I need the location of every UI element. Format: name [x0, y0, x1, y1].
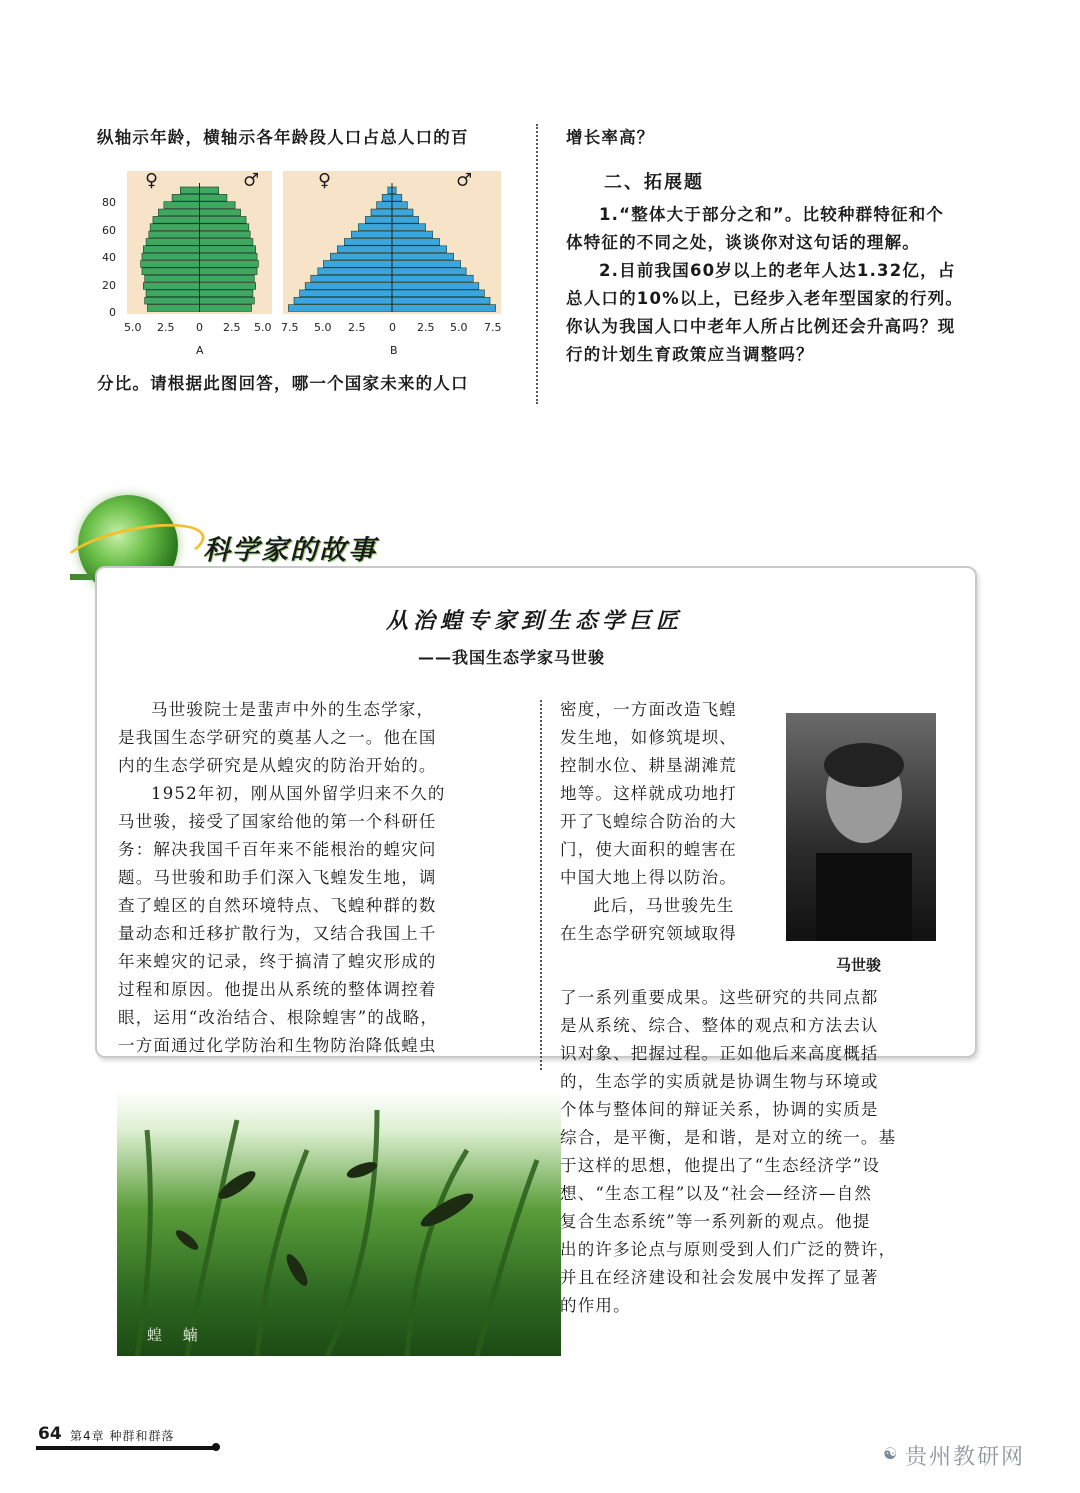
pyramid-bar: [200, 216, 247, 223]
footer-rule: [36, 1446, 216, 1450]
pyramid-bar: [145, 275, 200, 282]
pyramid-bar: [200, 187, 219, 194]
x-tick: 0: [389, 321, 396, 334]
story-line: 马世骏院士是蜚声中外的生态学家，: [151, 700, 435, 719]
story-line: 的作用。: [560, 1296, 631, 1315]
pyramid-bar: [200, 231, 251, 238]
pyramid-bar: [392, 238, 440, 245]
y-tick: 0: [109, 306, 116, 319]
column-divider: [540, 700, 542, 1070]
pyramid-bar: [392, 305, 496, 312]
pyramid-bar: [200, 268, 258, 275]
pyramid-bar: [142, 253, 200, 260]
pyramid-bar: [377, 202, 392, 209]
page-number: 64: [38, 1424, 62, 1444]
story-line: 1952年初，刚从国外留学归来不久的: [151, 784, 446, 803]
pyramid-bar: [141, 261, 200, 268]
question-text-line: 纵轴示年龄，横轴示各年龄段人口占总人口的百: [97, 128, 469, 147]
grass-illustration: [117, 1090, 561, 1356]
pyramid-bar: [392, 202, 407, 209]
pyramid-bar: [330, 253, 392, 260]
portrait-illustration: [786, 713, 936, 941]
x-tick: 5.0: [314, 321, 332, 334]
pyramid-bar: [147, 305, 199, 312]
question-text-line: 分比。请根据此图回答，哪一个国家未来的人口: [97, 374, 469, 393]
pyramid-bar: [200, 253, 258, 260]
x-tick: 7.5: [484, 321, 502, 334]
locust-nymph-photo: [117, 1090, 561, 1356]
pyramid-bar: [358, 224, 392, 231]
chapter-title: 第4章 种群和群落: [70, 1429, 175, 1443]
pyramid-bar: [200, 261, 259, 268]
female-icon: ♀: [318, 170, 332, 191]
x-tick: 5.0: [254, 321, 272, 334]
story-line: 开了飞蝗综合防治的大: [560, 812, 737, 831]
banner-title: 科学家的故事: [203, 535, 377, 566]
story-line: 量动态和迁移扩散行为，又结合我国上千: [118, 924, 437, 943]
x-tick: 5.0: [124, 321, 142, 334]
pyramid-bar: [392, 297, 490, 304]
x-tick: 2.5: [223, 321, 241, 334]
pyramid-bar: [392, 261, 461, 268]
story-line: 想、“生态工程”以及“社会—经济—自然: [560, 1184, 873, 1203]
pyramid-bar: [172, 194, 199, 201]
pyramid-bar: [145, 297, 200, 304]
pyramid-bar: [392, 231, 433, 238]
pyramid-bar: [392, 194, 402, 201]
x-tick: 7.5: [281, 321, 299, 334]
pyramid-a-label: A: [196, 344, 204, 357]
question-line: 1.“整体大于部分之和”。比较种群特征和个: [599, 205, 945, 224]
pyramid-bar: [344, 238, 392, 245]
pyramid-bar: [288, 305, 392, 312]
pyramid-b-bars: [283, 171, 501, 314]
story-line: 控制水位、耕垦湖滩荒: [560, 756, 737, 775]
pyramid-bar: [143, 283, 199, 290]
question-text-line: 增长率高？: [566, 128, 655, 147]
story-right-long-column: [560, 984, 960, 1320]
story-line: 此后，马世骏先生: [593, 896, 735, 915]
pyramid-bar: [158, 209, 199, 216]
pyramid-bar: [180, 187, 199, 194]
pyramid-b-panel: [283, 171, 501, 314]
pyramid-bar: [392, 290, 484, 297]
pyramid-bar: [200, 246, 256, 253]
pyramid-bar: [146, 238, 199, 245]
pyramid-bar: [392, 253, 454, 260]
question-line: 行的计划生育政策应当调整吗？: [566, 345, 814, 364]
story-line: 于这样的思想，他提出了“生态经济学”设: [560, 1156, 881, 1175]
question-line: 2.目前我国60岁以上的老年人达1.32亿，占: [599, 261, 956, 280]
pyramid-bar: [200, 209, 241, 216]
photo-caption: 马世骏: [836, 956, 882, 974]
y-tick: 60: [102, 224, 116, 237]
story-line: 查了蝗区的自然环境特点、飞蝗种群的数: [118, 896, 437, 915]
story-line: 在生态学研究领域取得: [560, 924, 737, 943]
story-line: 了一系列重要成果。这些研究的共同点都: [560, 988, 879, 1007]
pyramid-bar: [200, 202, 236, 209]
story-right-short-column: [560, 696, 780, 948]
female-icon: ♀: [145, 170, 159, 191]
pyramid-bar: [318, 268, 392, 275]
pyramid-bar: [392, 246, 447, 253]
pyramid-bar: [382, 194, 392, 201]
story-line: 识对象、把握过程。正如他后来高度概括: [560, 1044, 879, 1063]
pyramid-bar: [392, 275, 473, 282]
x-tick: 2.5: [348, 321, 366, 334]
question-line: 体特征的不同之处，谈谈你对这句话的理解。: [566, 233, 920, 252]
pyramid-bar: [200, 305, 252, 312]
pyramid-bar: [371, 209, 392, 216]
story-line: 马世骏，接受了国家给他的第一个科研任: [118, 812, 437, 831]
pyramid-b-label: B: [390, 344, 398, 357]
section-heading: 二、拓展题: [604, 172, 704, 193]
story-line: 一方面通过化学防治和生物防治降低蝗虫: [118, 1036, 437, 1055]
story-title: 从治蝗专家到生态学巨匠: [386, 608, 684, 634]
pyramid-bar: [351, 231, 392, 238]
pyramid-bar: [200, 290, 253, 297]
pyramid-bar: [150, 224, 199, 231]
y-tick: 40: [102, 251, 116, 264]
story-line: 题。马世骏和助手们深入飞蝗发生地，调: [118, 868, 437, 887]
x-tick: 5.0: [450, 321, 468, 334]
story-line: 门，使大面积的蝗害在: [560, 840, 737, 859]
x-tick: 2.5: [417, 321, 435, 334]
pyramid-bar: [200, 297, 255, 304]
pyramid-bar: [311, 275, 392, 282]
story-line: 复合生态系统”等一系列新的观点。他提: [560, 1212, 871, 1231]
pyramid-bar: [153, 216, 200, 223]
story-line: 内的生态学研究是从蝗灾的防治开始的。: [118, 756, 437, 775]
male-icon: ♂: [243, 170, 260, 191]
pyramid-bar: [200, 194, 227, 201]
story-subtitle: ——我国生态学家马世骏: [418, 648, 606, 667]
pyramid-bar: [142, 268, 200, 275]
story-line: 并且在经济建设和社会发展中发挥了显著: [560, 1268, 879, 1287]
watermark: 贵州教研网: [905, 1445, 1026, 1470]
y-tick: 20: [102, 279, 116, 292]
pyramid-bar: [392, 209, 413, 216]
pyramid-bar: [200, 224, 249, 231]
question-1: [566, 201, 986, 369]
pyramid-bar: [323, 261, 392, 268]
pyramid-bar: [143, 246, 199, 253]
chat-bubble-icon: ☯: [883, 1444, 898, 1463]
pyramid-bar: [300, 290, 392, 297]
pyramid-bar: [164, 202, 200, 209]
story-line: 是我国生态学研究的奠基人之一。他在国: [118, 728, 437, 747]
pyramid-a-bars: [127, 171, 272, 314]
column-divider: [536, 124, 538, 404]
story-left-column: [118, 696, 538, 1060]
pyramid-bar: [365, 216, 392, 223]
story-line: 密度，一方面改造飞蝗: [560, 700, 737, 719]
story-line: 过程和原因。他提出从系统的整体调控着: [118, 980, 437, 999]
x-tick: 0: [196, 321, 203, 334]
portrait-photo: [786, 713, 936, 941]
story-line: 是从系统、综合、整体的观点和方法去认: [560, 1016, 879, 1035]
pyramid-a-panel: [127, 171, 272, 314]
pyramid-bar: [337, 246, 392, 253]
story-line: 发生地，如修筑堤坝、: [560, 728, 737, 747]
photo-caption: 蝗 蝻: [147, 1326, 206, 1344]
pyramid-bar: [392, 268, 466, 275]
pyramid-bar: [392, 224, 426, 231]
pyramid-bar: [200, 283, 256, 290]
pyramid-bar: [200, 238, 253, 245]
x-tick: 2.5: [157, 321, 175, 334]
pyramid-bar: [149, 231, 200, 238]
pyramid-bar: [392, 216, 419, 223]
story-line: 地等。这样就成功地打: [560, 784, 737, 803]
story-line: 眼，运用“改治结合、根除蝗害”的战略，: [118, 1008, 439, 1027]
story-line: 务：解决我国千百年来不能根治的蝗灾问: [118, 840, 437, 859]
pyramid-bar: [146, 290, 199, 297]
story-line: 年来蝗灾的记录，终于搞清了蝗灾形成的: [118, 952, 437, 971]
pyramid-bar: [200, 275, 255, 282]
story-line: 的，生态学的实质就是协调生物与环境或: [560, 1072, 879, 1091]
story-line: 出的许多论点与原则受到人们广泛的赞许，: [560, 1240, 897, 1259]
pyramid-bar: [392, 187, 396, 194]
pyramid-bar: [294, 297, 392, 304]
story-line: 综合，是平衡，是和谐，是对立的统一。基: [560, 1128, 897, 1147]
y-tick: 80: [102, 196, 116, 209]
male-icon: ♂: [456, 170, 473, 191]
pyramid-bar: [305, 283, 392, 290]
story-line: 中国大地上得以防治。: [560, 868, 737, 887]
pyramid-bar: [388, 187, 392, 194]
footer-dot: [212, 1443, 220, 1451]
pyramid-bar: [392, 283, 479, 290]
question-line: 你认为我国人口中老年人所占比例还会升高吗？现: [566, 317, 956, 336]
story-line: 个体与整体间的辩证关系，协调的实质是: [560, 1100, 879, 1119]
question-line: 总人口的10%以上，已经步入老年型国家的行列。: [566, 289, 964, 308]
